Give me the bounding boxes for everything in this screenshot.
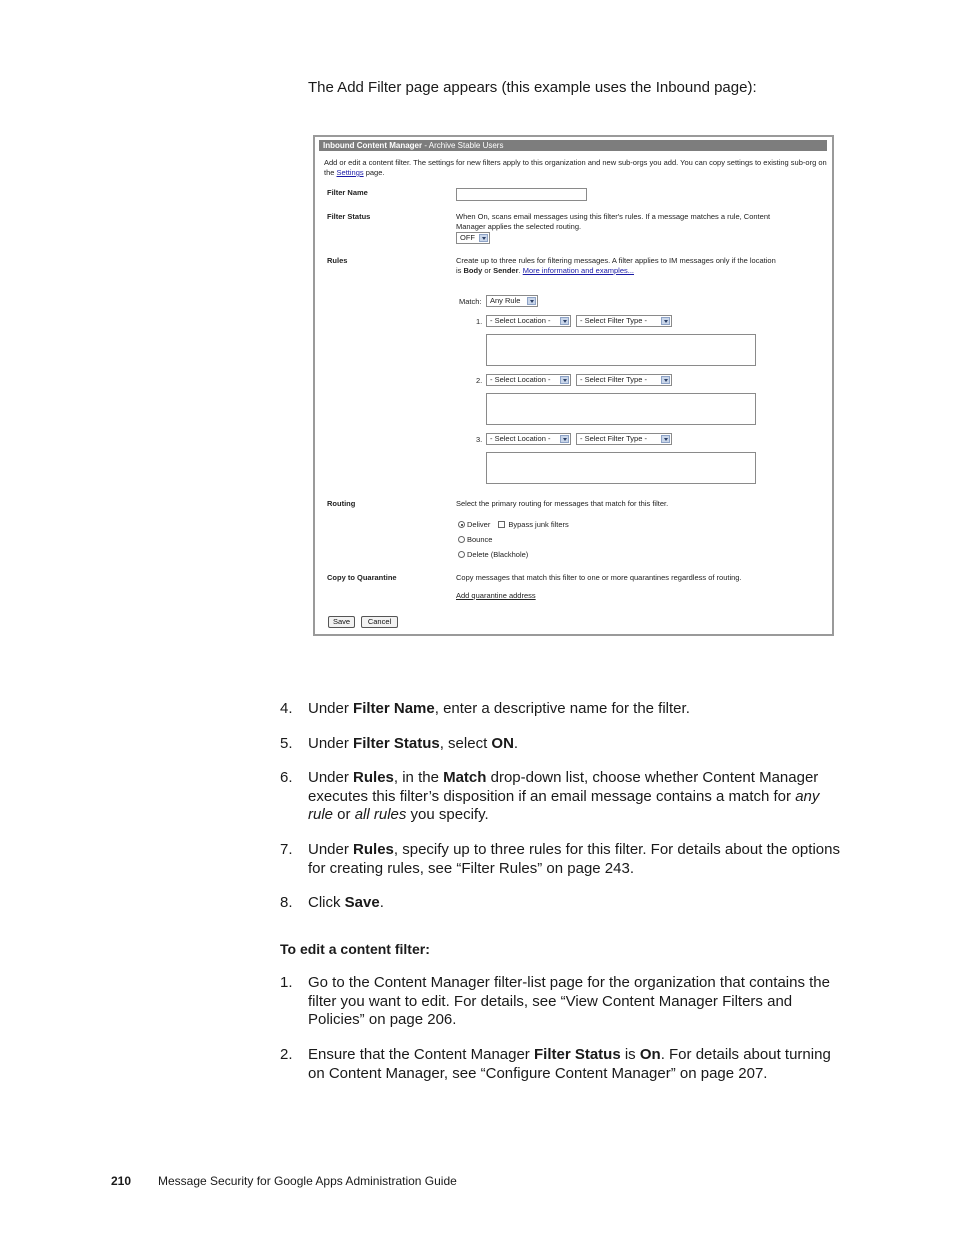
filter-status-value: OFF: [460, 233, 475, 242]
step-emphasis: ON: [491, 735, 514, 752]
step-number: 4.: [280, 700, 293, 717]
step-text: , select: [439, 735, 492, 752]
routing-label: Routing: [327, 499, 356, 508]
desc-text: Add or edit a content filter. The settings for new filters apply to this organization and new sub-orgs you add. You can copy settings to existing sub-org on the: [324, 158, 827, 177]
add-quarantine-link[interactable]: Add quarantine address: [456, 591, 536, 600]
filter-status-label: Filter Status: [327, 212, 371, 221]
procedure-heading: To edit a content filter:: [280, 941, 430, 957]
rule-value-textarea[interactable]: [486, 393, 756, 425]
screenshot-title-bar: [319, 140, 827, 151]
step-text: Under: [308, 841, 354, 858]
bypass-junk-label: Bypass junk filters: [508, 520, 569, 529]
step-body: Go to the Content Manager filter-list page for the organization that contains the filter you want to edit. For details, see “View Content Manager Filters and Policies” on page 206.: [308, 974, 830, 1028]
step-text: .: [379, 894, 384, 911]
step-body: [308, 769, 840, 825]
routing-bounce-option[interactable]: [458, 535, 492, 544]
match-value: Any Rule: [490, 296, 521, 305]
step-number: 1.: [280, 974, 293, 991]
step-emphasis: Rules: [353, 841, 394, 858]
step-emphasis: Filter Status: [353, 735, 440, 752]
rule-filter-type-value: - Select Filter Type -: [580, 434, 647, 443]
step-8: [280, 894, 840, 913]
settings-link[interactable]: Settings: [336, 168, 364, 177]
step-text: , enter a descriptive name for the filter.: [434, 700, 690, 717]
chevron-down-icon: [527, 297, 536, 305]
step-text: , specify up to three rules for this filter. For details about the options for creating rules, see “Filter Rules” on page 243.: [308, 841, 840, 877]
step-text: or: [333, 806, 355, 823]
step-4: [280, 700, 840, 719]
screenshot-title: Inbound Content Manager: [323, 141, 423, 150]
match-select[interactable]: [486, 295, 538, 307]
step-text: .: [513, 735, 519, 752]
step-number: 5.: [280, 735, 293, 752]
routing-bounce-label: Bounce: [467, 535, 493, 544]
radio-icon[interactable]: [458, 551, 465, 558]
step-text: Under: [308, 769, 354, 786]
filter-status-description: When On, scans email messages using this filter's rules. If a message matches a rule, Content Manager applies the selected routing.: [456, 212, 771, 231]
step-text: you specify.: [406, 806, 489, 823]
chevron-down-icon: [661, 435, 670, 443]
quarantine-label: Copy to Quarantine: [327, 573, 397, 582]
chevron-down-icon: [661, 376, 670, 384]
step-body: [308, 735, 840, 754]
rule-filter-type-select[interactable]: [576, 315, 672, 327]
more-info-link[interactable]: More information and examples...: [522, 266, 635, 275]
step-emphasis: On: [639, 1046, 661, 1063]
step-number: 6.: [280, 769, 293, 786]
rule-value-textarea[interactable]: [486, 334, 756, 366]
step-italic: all rules: [354, 806, 407, 823]
step-emphasis: Rules: [353, 769, 394, 786]
cancel-button[interactable]: Cancel: [361, 616, 398, 628]
rules-text-after: .: [518, 266, 523, 275]
step-body: [308, 1046, 840, 1083]
rule-location-value: - Select Location -: [490, 316, 551, 325]
rule-filter-type-value: - Select Filter Type -: [580, 316, 647, 325]
edit-step-2: [280, 1046, 840, 1083]
step-emphasis: Save: [344, 894, 380, 911]
step-text: drop-down list, choose whether Content Manager executes this filter’s disposition if an email message contains a match for: [308, 769, 819, 805]
step-body: [308, 841, 840, 878]
bypass-junk-checkbox[interactable]: [498, 521, 505, 528]
step-emphasis: Filter Name: [353, 700, 435, 717]
step-text: Under: [308, 700, 354, 717]
quarantine-description: Copy messages that match this filter to one or more quarantines regardless of routing.: [456, 573, 742, 582]
rule-location-select[interactable]: [486, 315, 571, 327]
step-emphasis: Match: [443, 769, 487, 786]
chevron-down-icon: [661, 317, 670, 325]
step-text: Ensure that the Content Manager: [308, 1046, 534, 1063]
rule-number: 2.: [476, 376, 483, 385]
step-text: . For details about turning on Content Manager, see “Configure Content Manager” on page 207.: [308, 1046, 831, 1082]
step-emphasis: Filter Status: [533, 1046, 621, 1063]
rule-location-select[interactable]: [486, 374, 571, 386]
radio-icon[interactable]: [458, 536, 465, 543]
rules-text: Create up to three rules for filtering messages. A filter applies to IM messages only if the location is: [456, 256, 776, 275]
rules-label: Rules: [327, 256, 348, 265]
rule-filter-type-value: - Select Filter Type -: [580, 375, 647, 384]
step-body: [308, 894, 840, 913]
step-text: Under: [308, 735, 354, 752]
intro-text: The Add Filter page appears (this example uses the Inbound page):: [308, 79, 757, 96]
step-number: 2.: [280, 1046, 293, 1063]
chevron-down-icon: [560, 376, 569, 384]
filter-status-select[interactable]: [456, 232, 490, 244]
screenshot-subtitle: - Archive Stable Users: [422, 141, 504, 150]
step-6: [280, 769, 840, 825]
chevron-down-icon: [560, 435, 569, 443]
step-number: 7.: [280, 841, 293, 858]
save-button[interactable]: Save: [328, 616, 355, 628]
rule-filter-type-select[interactable]: [576, 433, 672, 445]
chevron-down-icon: [479, 234, 488, 242]
footer-title: Message Security for Google Apps Administration Guide: [158, 1174, 457, 1188]
rule-number: 1.: [476, 317, 483, 326]
rules-description: [456, 256, 776, 276]
routing-delete-label: Delete (Blackhole): [467, 550, 529, 559]
desc-text-end: page.: [363, 168, 385, 177]
step-text: , in the: [393, 769, 444, 786]
radio-selected-icon[interactable]: [458, 521, 465, 528]
screenshot-description: [324, 158, 829, 178]
routing-deliver-label: Deliver: [467, 520, 491, 529]
step-7: [280, 841, 840, 878]
filter-name-label: Filter Name: [327, 188, 368, 197]
page-number: 210: [111, 1174, 132, 1188]
step-text: is: [620, 1046, 640, 1063]
routing-deliver-option[interactable]: [458, 520, 569, 529]
rules-text-sender: Sender: [493, 266, 519, 275]
rules-text-body: Body: [463, 266, 483, 275]
filter-name-input[interactable]: [456, 188, 587, 201]
rules-text-or: or: [482, 266, 494, 275]
step-body: [308, 700, 840, 719]
routing-description: Select the primary routing for messages that match for this filter.: [456, 499, 669, 508]
rule-location-value: - Select Location -: [490, 375, 551, 384]
routing-delete-option[interactable]: [458, 550, 528, 559]
step-5: [280, 735, 840, 754]
add-filter-screenshot: [313, 135, 834, 636]
step-number: 8.: [280, 894, 293, 911]
rule-filter-type-select[interactable]: [576, 374, 672, 386]
rule-location-select[interactable]: [486, 433, 571, 445]
chevron-down-icon: [560, 317, 569, 325]
rule-value-textarea[interactable]: [486, 452, 756, 484]
step-italic: any rule: [308, 787, 820, 823]
rule-number: 3.: [476, 435, 483, 444]
step-text: Click: [308, 894, 345, 911]
edit-step-1: [280, 974, 840, 1030]
rule-location-value: - Select Location -: [490, 434, 551, 443]
match-label: Match:: [459, 297, 482, 306]
